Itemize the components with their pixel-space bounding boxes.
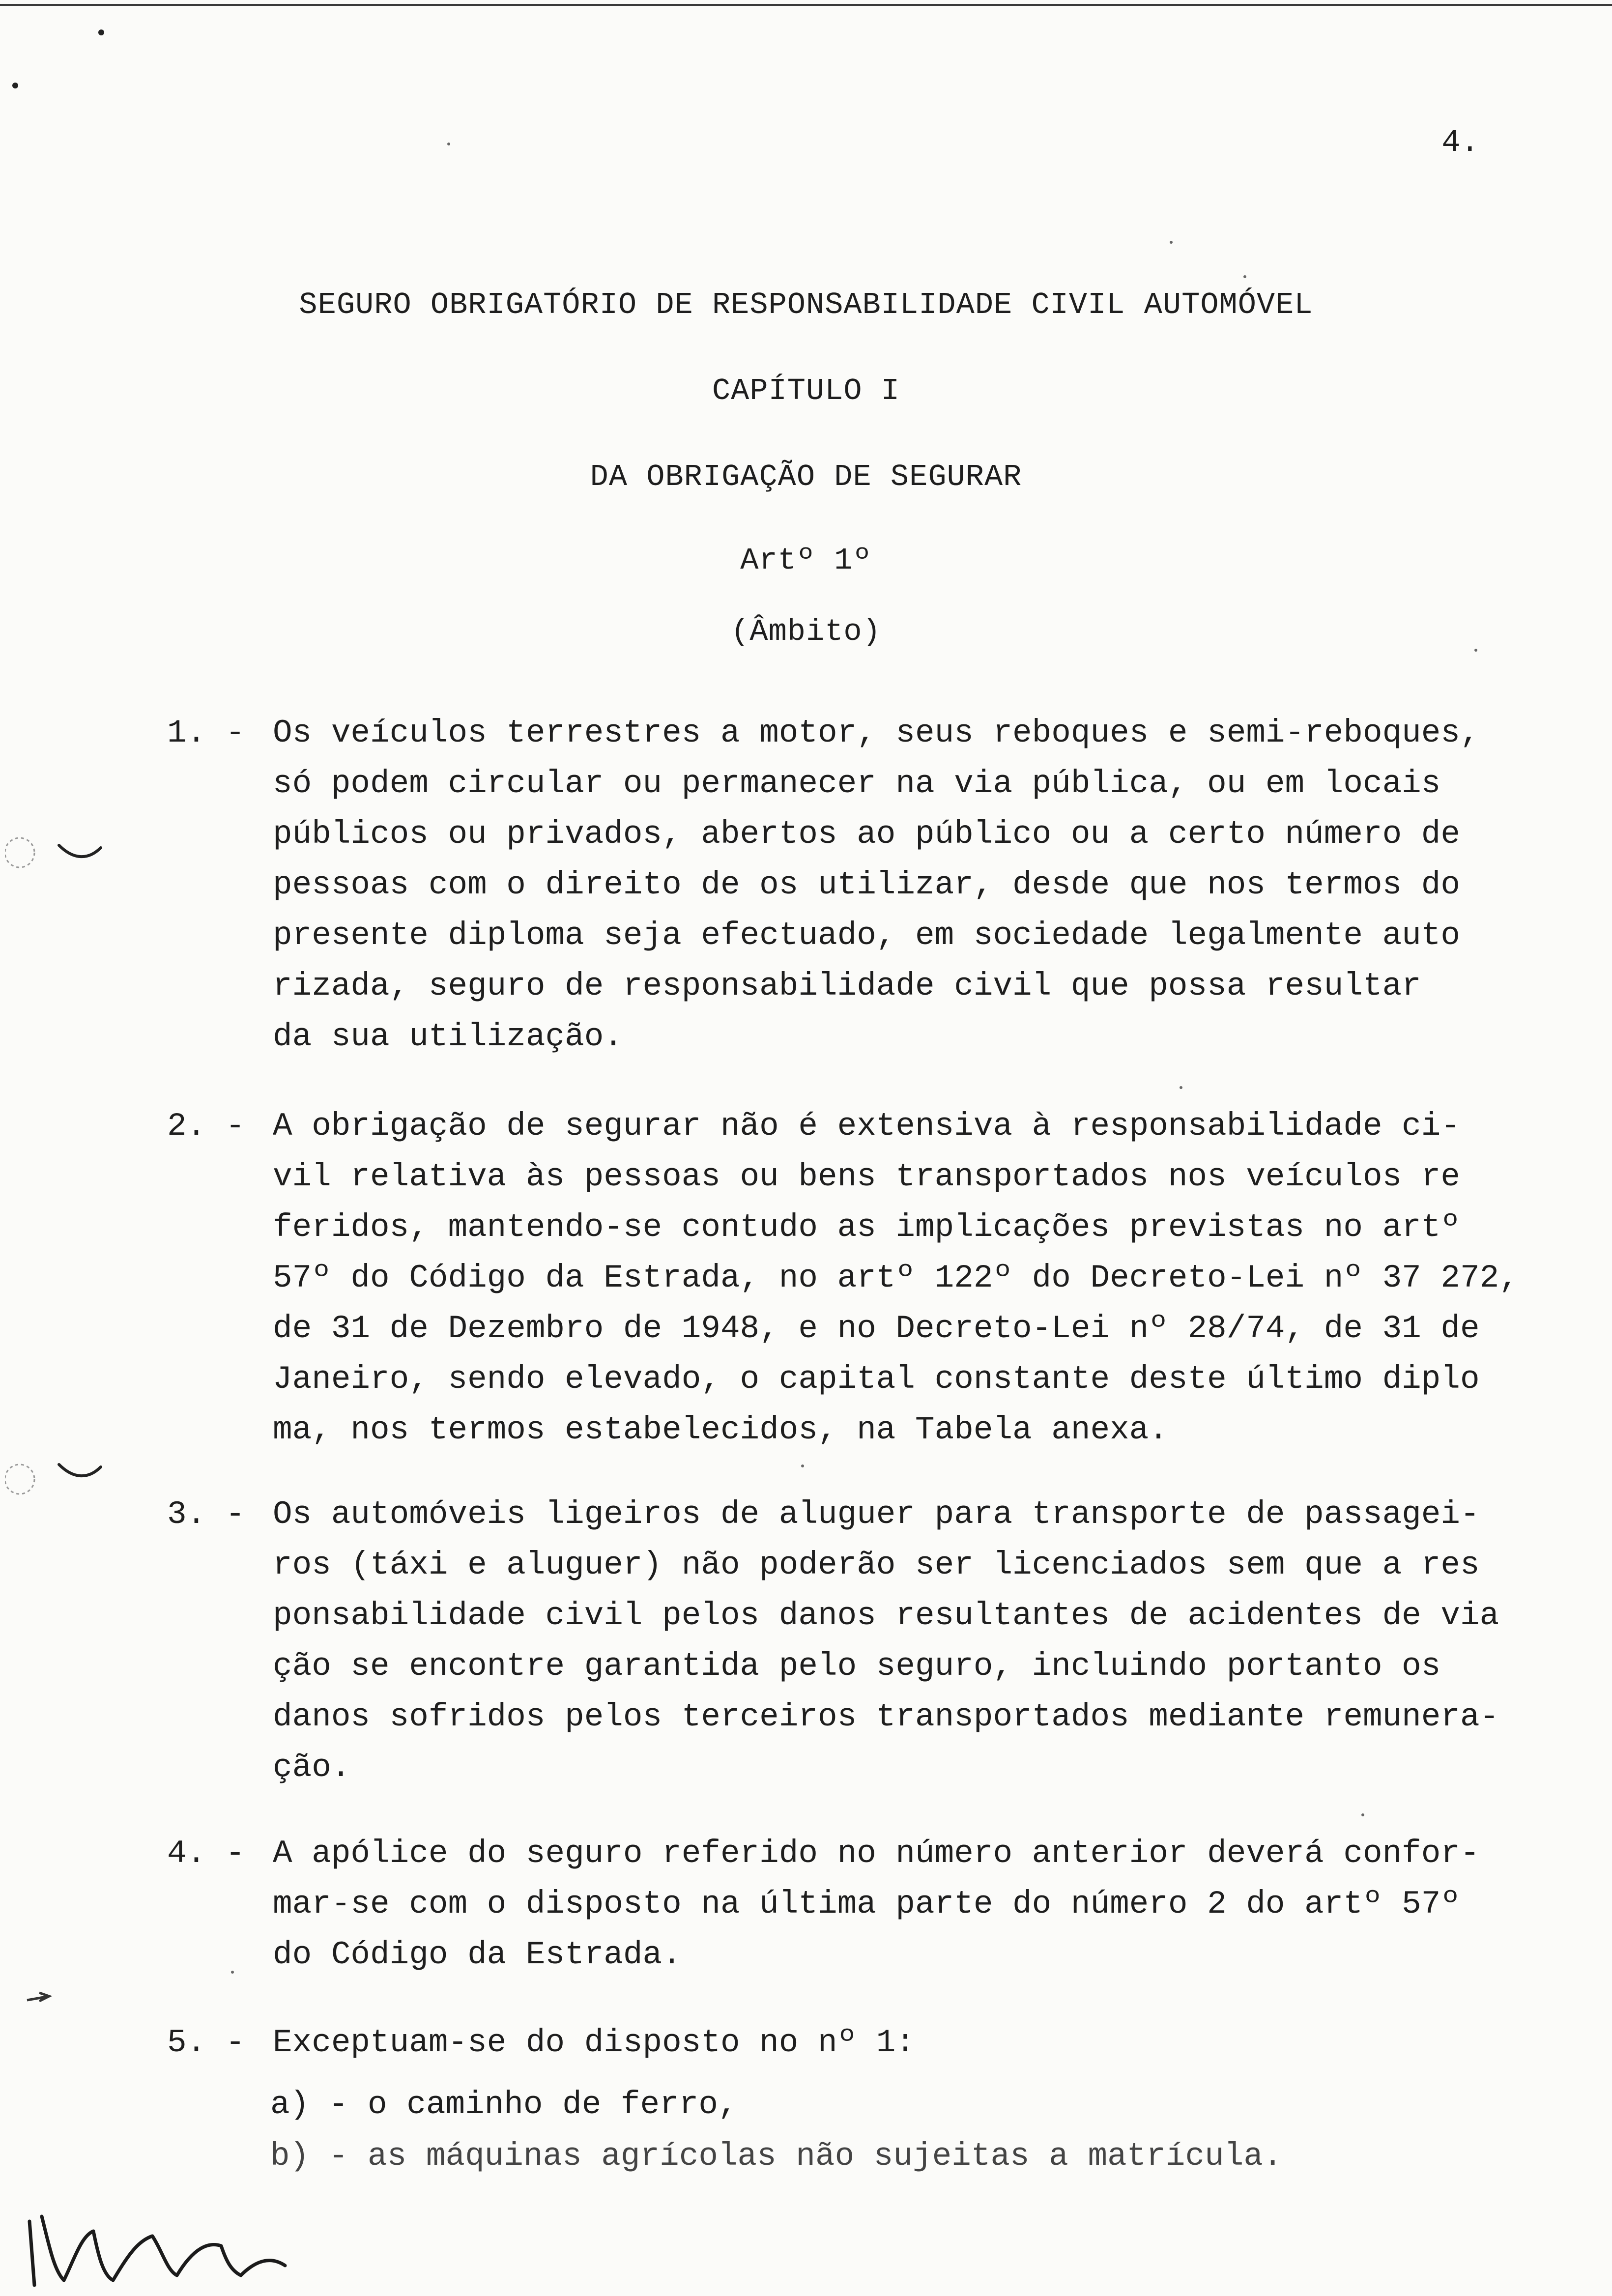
text-line: da sua utilização. <box>273 1018 623 1055</box>
document-title: SEGURO OBRIGATÓRIO DE RESPONSABILIDADE CIVIL AUTOMÓVEL <box>299 287 1313 322</box>
text-line: do Código da Estrada. <box>273 1936 682 1973</box>
speck <box>12 83 18 88</box>
speck <box>1170 241 1173 244</box>
article-heading: Artº 1º <box>740 543 872 578</box>
text-line: vil relativa às pessoas ou bens transportados nos veículos re <box>273 1158 1460 1195</box>
text-line: ros (táxi e aluguer) não poderão ser licenciados sem que a res <box>273 1547 1480 1583</box>
text-line: feridos, mantendo-se contudo as implicações previstas no artº <box>273 1209 1460 1246</box>
text-line: presente diploma seja efectuado, em sociedade legalmente auto <box>273 917 1460 954</box>
paragraph-number: 4. - <box>167 1835 245 1872</box>
speck <box>1243 275 1246 278</box>
chapter-heading: CAPÍTULO I <box>712 373 900 408</box>
article-subtitle: (Âmbito) <box>731 614 881 649</box>
text-line: Os veículos terrestres a motor, seus reboques e semi-reboques, <box>273 715 1480 751</box>
subitem-a: a) - o caminho de ferro, <box>270 2086 738 2123</box>
paragraph-text <box>273 1828 1541 1980</box>
text-line: ponsabilidade civil pelos danos resultantes de acidentes de via <box>273 1597 1499 1634</box>
text-line: Exceptuam-se do disposto no nº 1: <box>273 2024 916 2061</box>
paragraph-number: 2. - <box>167 1108 245 1145</box>
speck <box>1361 1813 1364 1816</box>
paragraph-text <box>273 2017 1541 2068</box>
speck <box>1474 649 1477 652</box>
speck <box>98 29 104 35</box>
subitem-b: b) - as máquinas agrícolas não sujeitas a matrícula. <box>270 2138 1283 2175</box>
text-line: ção. <box>273 1749 351 1786</box>
paragraph-text <box>273 1101 1541 1455</box>
punch-hole-mark <box>5 826 103 880</box>
text-line: rizada, seguro de responsabilidade civil que possa resultar <box>273 968 1421 1004</box>
arrow-mark <box>25 1990 54 2005</box>
text-line: mar-se com o disposto na última parte do número 2 do artº 57º <box>273 1886 1460 1923</box>
paragraph-number: 5. - <box>167 2024 245 2061</box>
chapter-title: DA OBRIGAÇÃO DE SEGURAR <box>590 459 1022 494</box>
text-line: pessoas com o direito de os utilizar, desde que nos termos do <box>273 866 1460 903</box>
text-line: danos sofridos pelos terceiros transportados mediante remunera- <box>273 1698 1499 1735</box>
text-line: Os automóveis ligeiros de aluguer para transporte de passagei- <box>273 1496 1480 1533</box>
text-line: 57º do Código da Estrada, no artº 122º do Decreto-Lei nº 37 272, <box>273 1260 1519 1296</box>
text-line: ção se encontre garantida pelo seguro, incluindo portanto os <box>273 1648 1441 1685</box>
speck <box>1180 1086 1182 1089</box>
paragraph-number: 3. - <box>167 1496 245 1533</box>
page-number: 4. <box>1441 125 1479 161</box>
text-line: de 31 de Dezembro de 1948, e no Decreto-Lei nº 28/74, de 31 de <box>273 1310 1480 1347</box>
paragraph-number: 1. - <box>167 715 245 751</box>
top-border-line <box>0 0 1612 6</box>
text-line: ma, nos termos estabelecidos, na Tabela anexa. <box>273 1411 1168 1448</box>
text-line: só podem circular ou permanecer na via pública, ou em locais <box>273 765 1441 802</box>
punch-hole-mark <box>5 1450 103 1504</box>
text-line: A apólice do seguro referido no número anterior deverá confor- <box>273 1835 1480 1872</box>
speck <box>801 1464 804 1467</box>
speck <box>447 143 450 145</box>
text-line: Janeiro, sendo elevado, o capital constante deste último diplo <box>273 1361 1480 1398</box>
text-line: públicos ou privados, abertos ao público ou a certo número de <box>273 816 1460 853</box>
paragraph-text <box>273 1489 1541 1793</box>
text-line: A obrigação de segurar não é extensiva à responsabilidade ci- <box>273 1108 1460 1145</box>
paragraph-text <box>273 708 1541 1062</box>
signature-mark <box>20 2202 315 2295</box>
speck <box>231 1971 234 1974</box>
